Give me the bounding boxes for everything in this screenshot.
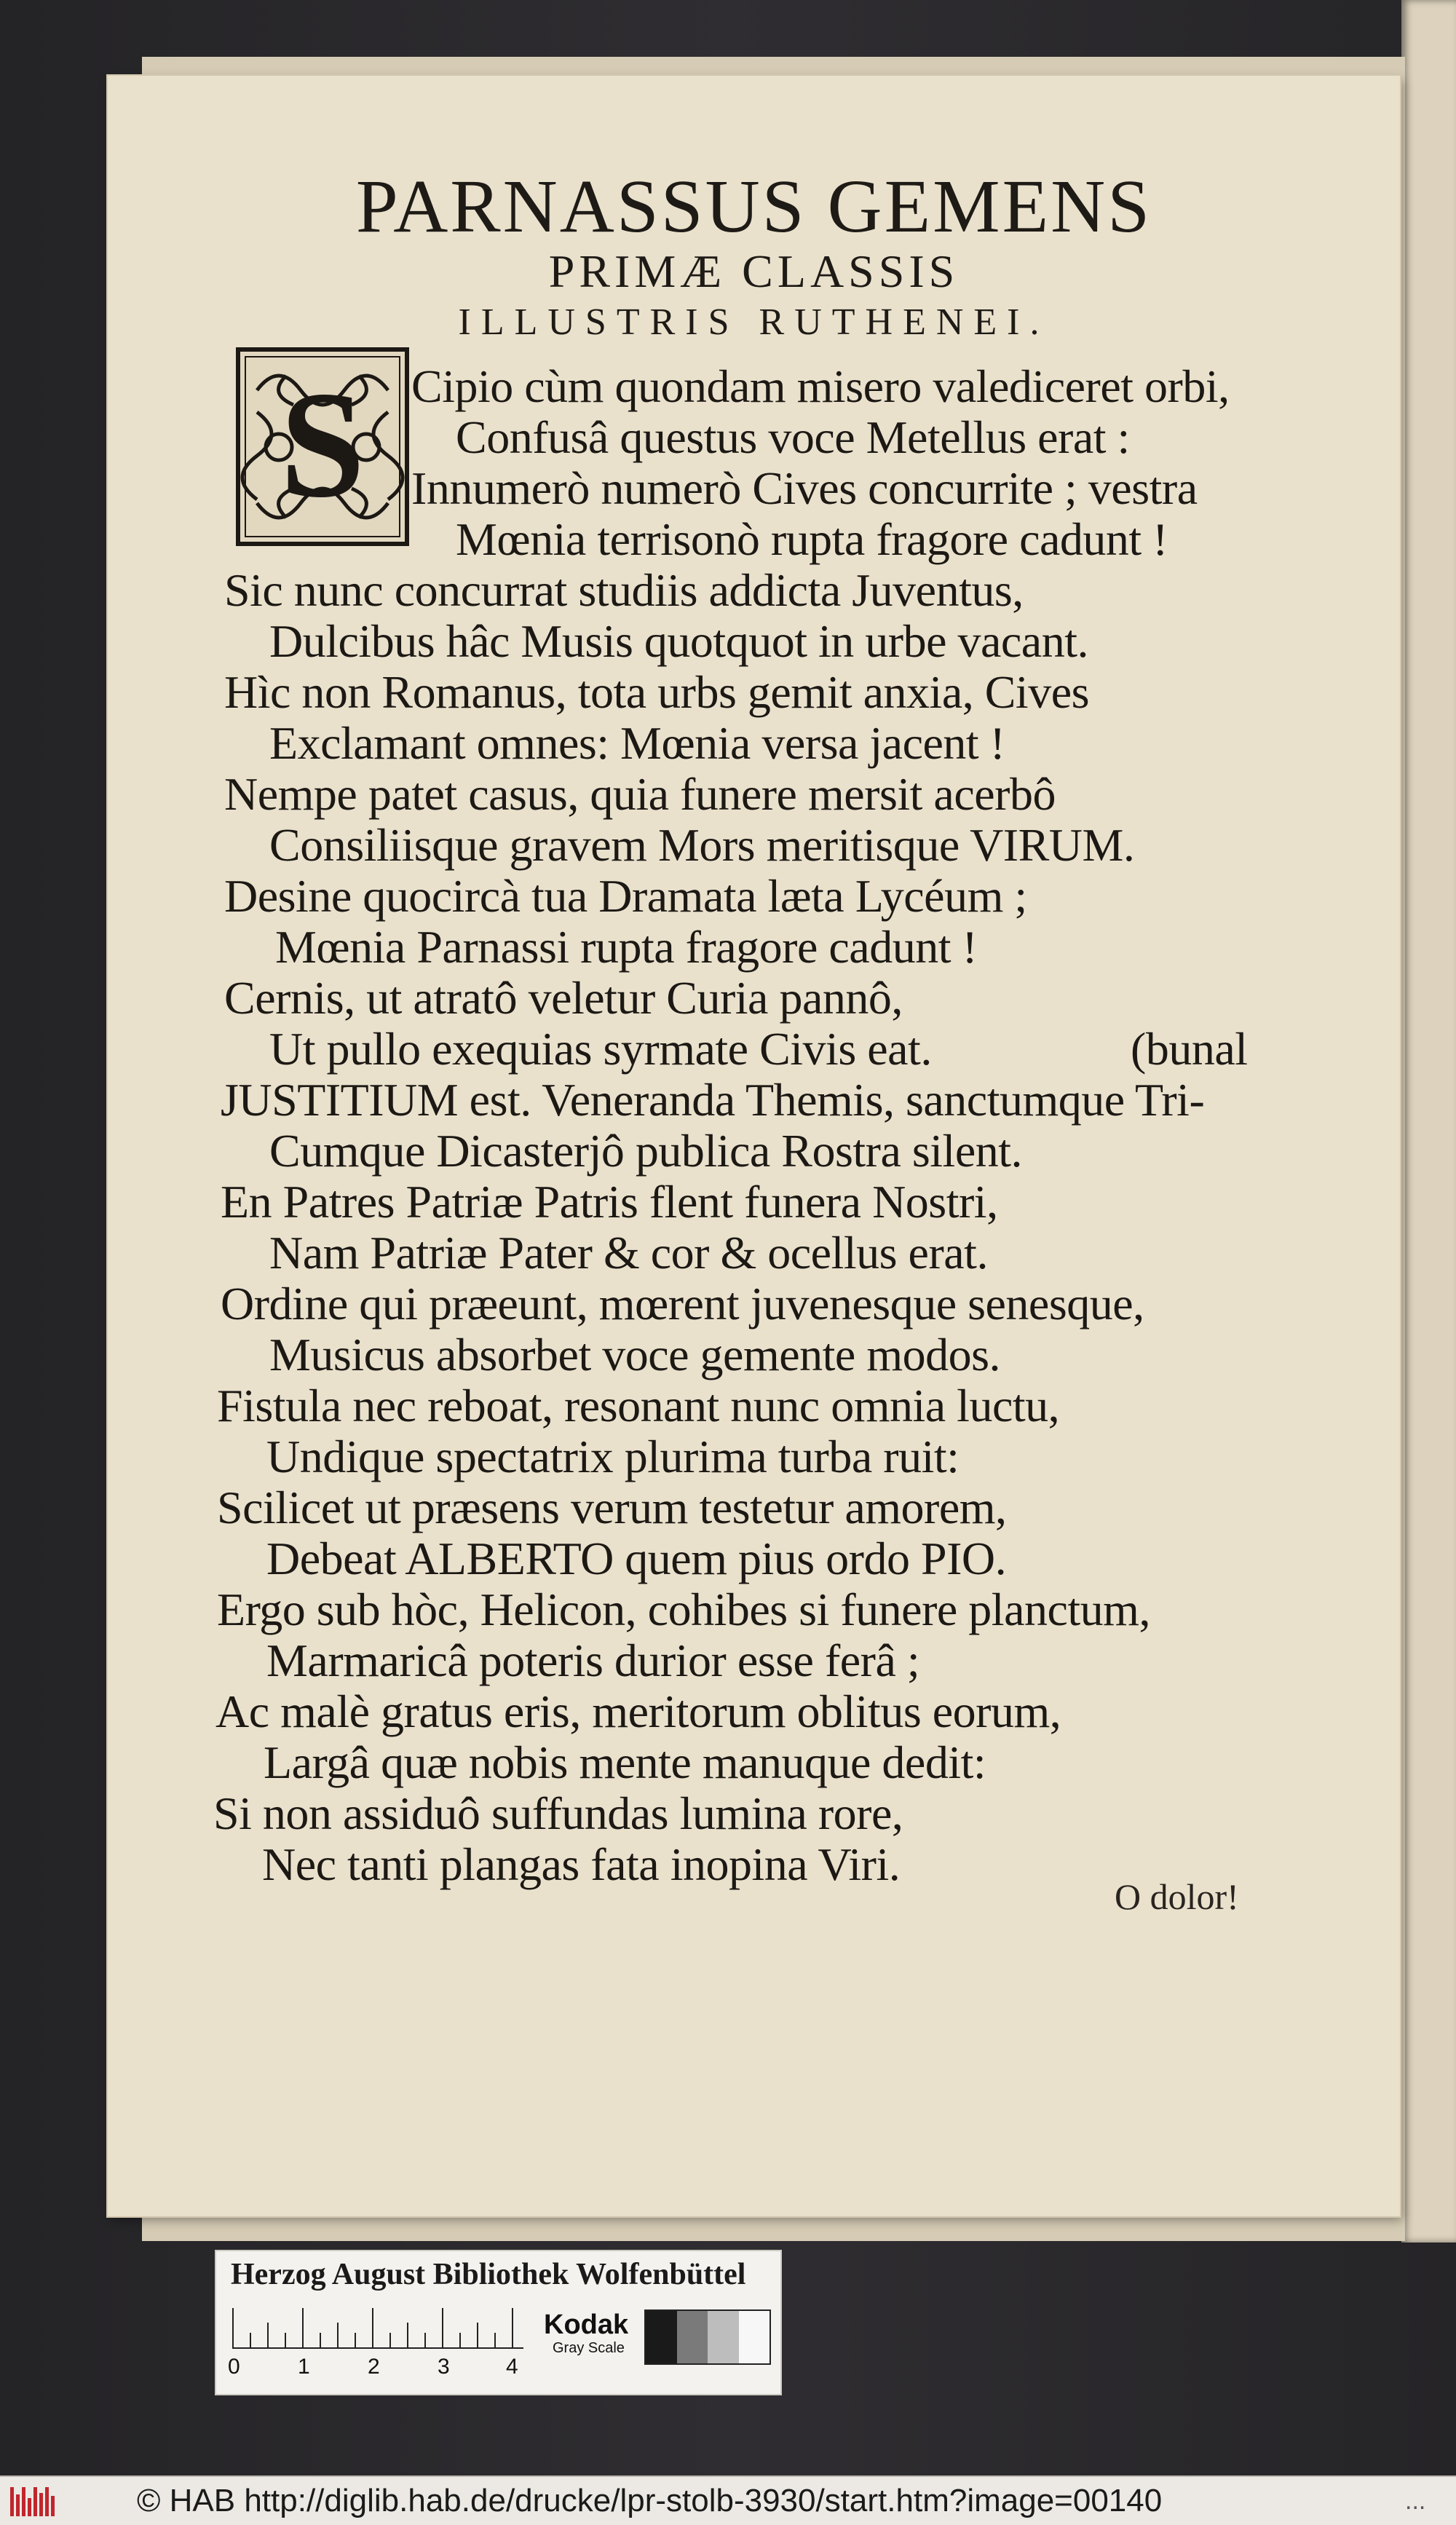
ruler-tick <box>250 2333 251 2347</box>
ruler-tick <box>320 2333 321 2347</box>
poem-line: Sic nunc concurrat studiis addicta Juventus, <box>224 564 1024 616</box>
poem-line: Nempe patet casus, quia funere mersit acerbô <box>224 768 1056 820</box>
library-name: Herzog August Bibliothek Wolfenbüttel <box>231 2258 746 2291</box>
poem-line: JUSTITIUM est. Veneranda Themis, sanctumque Tri- <box>221 1074 1205 1126</box>
page-subtitle-secondary: ILLUSTRIS RUTHENEI. <box>458 301 1050 343</box>
swatch-dark-gray <box>677 2311 708 2363</box>
poem-line: Mœnia Parnassi rupta fragore cadunt ! <box>275 921 978 973</box>
poem-line: Desine quocircà tua Dramata læta Lycéum ; <box>224 870 1027 922</box>
ruler-tick <box>372 2308 373 2347</box>
ruler-tick <box>459 2333 461 2347</box>
poem-body <box>108 76 1400 2216</box>
ruler-number: 1 <box>298 2355 310 2379</box>
poem-line: Cernis, ut atratô veletur Curia pannô, <box>224 972 903 1024</box>
ruler-tick <box>285 2333 286 2347</box>
ruler-number: 0 <box>228 2355 240 2379</box>
permalink-url[interactable]: © HAB http://diglib.hab.de/drucke/lpr-stolb-3930/start.htm?image=00140 <box>137 2483 1163 2518</box>
page-subtitle: PRIMÆ CLASSIS <box>548 245 960 297</box>
poem-line: Nam Patriæ Pater & cor & ocellus erat. <box>269 1227 988 1279</box>
grayscale-swatches <box>644 2309 771 2365</box>
poem-line: Undique spectatrix plurima turba ruit: <box>266 1431 960 1482</box>
swatch-black <box>646 2311 677 2363</box>
ruler-tick <box>355 2333 356 2347</box>
poem-line: Mœnia terrisonò rupta fragore cadunt ! <box>456 513 1168 565</box>
poem-line: Scilicet ut præsens verum testetur amorem, <box>217 1482 1007 1533</box>
hab-logo-icon <box>10 2487 61 2516</box>
poem-line: Debeat ALBERTO quem pius ordo PIO. <box>266 1533 1007 1584</box>
catchword: O dolor! <box>1115 1876 1239 1917</box>
document-page <box>108 76 1400 2216</box>
poem-line: Dulcibus hâc Musis quotquot in urbe vacant. <box>269 615 1088 667</box>
poem-line: Si non assiduô suffundas lumina rore, <box>213 1787 903 1839</box>
viewer-footer-bar <box>0 2475 1456 2525</box>
swatch-light-gray <box>708 2311 739 2363</box>
poem-line: Marmaricâ poteris durior esse ferâ ; <box>266 1635 920 1686</box>
ruler-tick <box>267 2323 269 2347</box>
ruler-number: 4 <box>506 2355 518 2379</box>
poem-line: Largâ quæ nobis mente manuque dedit: <box>264 1736 986 1788</box>
poem-line: Ergo sub hòc, Helicon, cohibes si funere planctum, <box>217 1584 1150 1635</box>
ruler-tick <box>232 2308 234 2347</box>
ruler-tick <box>512 2308 513 2347</box>
ruler-tick <box>337 2323 339 2347</box>
facing-page-edge <box>1401 0 1456 2243</box>
poem-line: Nec tanti plangas fata inopina Viri. <box>262 1838 901 1890</box>
ruler-number: 2 <box>368 2355 380 2379</box>
poem-line: Ordine qui præeunt, mœrent juvenesque senesque, <box>221 1278 1144 1329</box>
svg-text:S: S <box>280 360 365 529</box>
poem-line: Ac malè gratus eris, meritorum oblitus eorum, <box>215 1686 1061 1737</box>
scale-ruler <box>232 2308 523 2349</box>
more-menu-button[interactable]: ... <box>1405 2487 1426 2515</box>
grayscale-caption: Gray Scale <box>553 2340 625 2356</box>
ruler-tick <box>477 2323 478 2347</box>
ruler-tick <box>424 2333 426 2347</box>
kodak-logo: Kodak <box>544 2309 629 2340</box>
poem-line: Exclamant omnes: Mœnia versa jacent ! <box>269 717 1005 769</box>
page-title: PARNASSUS GEMENS <box>355 165 1152 248</box>
ruler-tick <box>389 2333 391 2347</box>
poem-line: Cipio cùm quondam misero valediceret orbi, <box>411 360 1230 412</box>
poem-line: Hìc non Romanus, tota urbs gemit anxia, Cives <box>224 666 1089 718</box>
poem-line: En Patres Patriæ Patris flent funera Nostri, <box>221 1176 998 1228</box>
poem-line: Fistula nec reboat, resonant nunc omnia luctu, <box>217 1380 1060 1431</box>
ruler-tick <box>442 2308 443 2347</box>
library-color-target <box>215 2250 782 2395</box>
poem-line: Confusâ questus voce Metellus erat : <box>456 411 1130 463</box>
ruler-tick <box>302 2308 304 2347</box>
ruler-number: 3 <box>438 2355 450 2379</box>
swatch-white <box>739 2311 770 2363</box>
poem-line: Innumerò numerò Cives concurrite ; vestra <box>411 462 1198 514</box>
poem-line: Consiliisque gravem Mors meritisque VIRUM. <box>269 819 1135 871</box>
ruler-tick <box>407 2323 408 2347</box>
poem-line: Ut pullo exequias syrmate Civis eat. <box>269 1023 932 1075</box>
poem-line: Cumque Dicasterjô publica Rostra silent. <box>269 1125 1022 1177</box>
poem-line-turnover: (bunal <box>1131 1023 1248 1075</box>
poem-line: Musicus absorbet voce gemente modos. <box>269 1329 1000 1380</box>
ruler-tick <box>494 2333 496 2347</box>
